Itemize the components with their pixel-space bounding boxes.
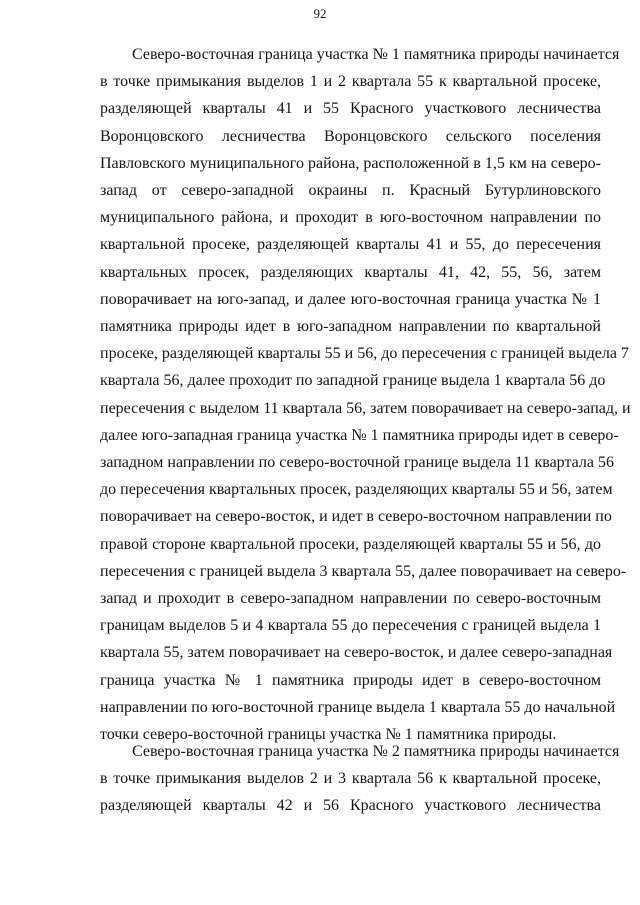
text-line: поворачивает на северо-восток, и идет в северо-восточном направлении по xyxy=(100,508,612,526)
text-line: точки северо-восточной границы участка № 1 памятника природы. xyxy=(100,726,557,743)
text-line: памятника природы идет в юго-западном направлении по квартальной xyxy=(100,318,601,335)
text-line: муниципального района, и проходит в юго-восточном направлении по xyxy=(100,209,601,227)
text-line: Северо-восточная граница участка № 2 памятника природы начинается xyxy=(132,743,620,760)
text-line: Воронцовского лесничества Воронцовского сельского поселения xyxy=(100,127,601,145)
text-line: правой стороне квартальной просеки, разделяющей кварталы 55 и 56, до xyxy=(100,535,601,553)
text-line: границам выделов 5 и 4 квартала 55 до пересечения с границей выдела 1 xyxy=(100,617,601,635)
text-line: квартала 56, далее проходит по западной границе выдела 1 квартала 56 до xyxy=(100,372,606,390)
text-line: запад и проходит в северо-западном направлении по северо-восточным xyxy=(100,590,601,607)
text-line: квартала 55, затем поворачивает на северо-восток, и далее северо-западная xyxy=(100,644,613,662)
text-line: Павловского муниципального района, расположенной в 1,5 км на северо- xyxy=(100,154,601,172)
text-line: Северо-восточная граница участка № 1 памятника природы начинается xyxy=(132,46,620,63)
text-line: граница участка № 1 памятника природы идет в северо-восточном xyxy=(100,671,601,689)
text-line: в точке примыкания выделов 1 и 2 квартала 55 к квартальной просеке, xyxy=(100,73,601,91)
text-line: просеке, разделяющей кварталы 55 и 56, до пересечения с границей выдела 7 xyxy=(100,345,629,363)
text-line: пересечения с выделом 11 квартала 56, затем поворачивает на северо-запад, и xyxy=(100,399,631,417)
text-line: в точке примыкания выделов 2 и 3 квартала 56 к квартальной просеке, xyxy=(100,770,601,788)
text-line: квартальных просек, разделяющих кварталы 41, 42, 55, 56, затем xyxy=(100,263,601,281)
text-line: квартальной просеке, разделяющей кварталы 41 и 55, до пересечения xyxy=(100,236,601,254)
page-number: 92 xyxy=(313,6,327,21)
text-line: до пересечения квартальных просек, разделяющих кварталы 55 и 56, затем xyxy=(100,481,613,499)
text-line: запад от северо-западной окраины п. Красный Бутурлиновского xyxy=(100,182,601,199)
text-line: направлении по юго-восточной границе выдела 1 квартала 55 до начальной xyxy=(100,698,616,716)
text-line: разделяющей кварталы 41 и 55 Красного участкового лесничества xyxy=(100,100,601,118)
text-line: поворачивает на юго-запад, и далее юго-восточная граница участка № 1 xyxy=(100,290,601,308)
text-line: пересечения с границей выдела 3 квартала 55, далее поворачивает на северо- xyxy=(100,562,627,580)
text-line: западном направлении по северо-восточной границе выдела 11 квартала 56 xyxy=(100,454,614,471)
text-line: разделяющей кварталы 42 и 56 Красного участкового лесничества xyxy=(100,797,601,815)
text-line: далее юго-западная граница участка № 1 памятника природы идет в северо- xyxy=(100,426,619,444)
